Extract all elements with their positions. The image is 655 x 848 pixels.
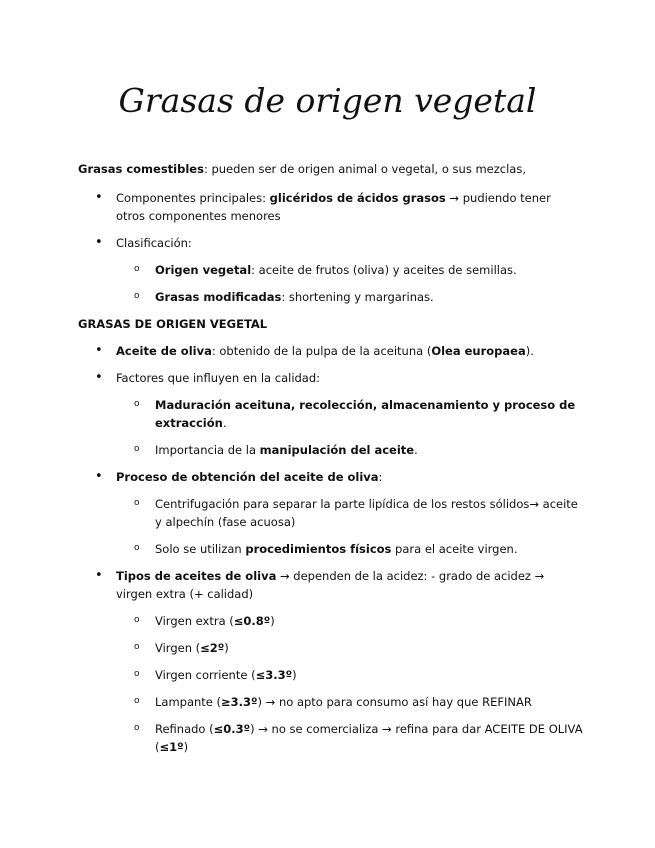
factors-list (78, 369, 583, 387)
factor-process-bold: Maduración aceituna, recolección, almacenamiento y proceso de extracción (155, 398, 576, 430)
list-item-factors: • Factores que influyen en la calidad: (78, 369, 583, 387)
refinado-post: ) → no se comercializa → refina para dar ACEITE DE OLIVA ( (155, 722, 583, 754)
classification-list (78, 234, 583, 252)
classification-sublist (78, 261, 583, 279)
intro-paragraph (78, 160, 583, 178)
list-item-factor-handling (78, 441, 583, 459)
virgen-extra-post: ) (270, 614, 275, 628)
virgen-extra-pre: Virgen extra ( (155, 614, 234, 628)
list-item-centrifugation: o Centrifugación para separar la parte lipídica de los restos sólidos→ aceite y alpechín (fase acuosa) (78, 495, 583, 531)
factor-handling-pre: Importancia de la (155, 443, 260, 457)
lampante-value: ≥3.3º (221, 695, 258, 709)
process-post: : (378, 470, 383, 484)
types-text: → dependen de la acidez: - grado de acidez → virgen extra (+ calidad) (116, 569, 545, 601)
virgen-corriente-pre: Virgen corriente ( (155, 668, 256, 682)
process-sublist (78, 495, 583, 531)
factors-sublist (78, 396, 583, 432)
list-item-origen-vegetal (78, 261, 583, 279)
factor-handling-post: . (414, 443, 418, 457)
virgen-pre: Virgen ( (155, 641, 201, 655)
process-list (78, 468, 583, 486)
components-post: → pudiendo tener otros componentes menores (116, 191, 551, 223)
virgen-value: ≤2º (200, 641, 225, 655)
list-item-classification: • Clasificación: (78, 234, 583, 252)
lampante-pre: Lampante ( (155, 695, 222, 709)
process-sublist-2 (78, 540, 583, 558)
olive-oil-species: Olea europaea (431, 344, 526, 358)
components-bold: glicéridos de ácidos grasos (269, 191, 446, 205)
components-list (78, 189, 583, 225)
olive-oil-end: ). (525, 344, 534, 358)
olive-oil-list (78, 342, 583, 360)
refinado-value: ≤0.3º (213, 722, 251, 736)
list-item-lampante (78, 693, 583, 711)
physical-post: para el aceite virgen. (391, 542, 518, 556)
intro-label: Grasas comestibles (78, 162, 204, 176)
refinado-final-value: ≤1º (159, 740, 184, 754)
list-item-virgen-extra (78, 612, 583, 630)
refinado-pre: Refinado ( (155, 722, 214, 736)
types-sublist-5 (78, 720, 583, 756)
factor-handling-bold: manipulación del aceite (259, 443, 415, 457)
factors-sublist-2 (78, 441, 583, 459)
olive-oil-bold: Aceite de oliva (116, 344, 212, 358)
physical-bold: procedimientos físicos (245, 542, 392, 556)
types-sublist-4 (78, 693, 583, 711)
list-item-olive-oil (78, 342, 583, 360)
virgen-extra-value: ≤0.8º (233, 614, 271, 628)
grasas-modificadas-bold: Grasas modificadas (155, 290, 282, 304)
list-item-virgen (78, 639, 583, 657)
list-item-process (78, 468, 583, 486)
origen-vegetal-text: : aceite de frutos (oliva) y aceites de semillas. (251, 263, 517, 277)
list-item-types (78, 567, 583, 603)
list-item-refinado (78, 720, 583, 756)
types-sublist-3 (78, 666, 583, 684)
list-item-components (78, 189, 583, 225)
page-title: Grasas de origen vegetal (118, 81, 537, 120)
intro-text: : pueden ser de origen animal o vegetal, o sus mezclas, (203, 162, 526, 176)
virgen-corriente-value: ≤3.3º (255, 668, 293, 682)
list-item-grasas-modificadas (78, 288, 583, 306)
virgen-corriente-post: ) (292, 668, 297, 682)
list-item-virgen-corriente (78, 666, 583, 684)
list-item-physical-procedures (78, 540, 583, 558)
types-sublist-1 (78, 612, 583, 630)
list-item-factor-process (78, 396, 583, 432)
components-pre: Componentes principales: (116, 191, 270, 205)
section-heading: GRASAS DE ORIGEN VEGETAL (78, 317, 268, 331)
physical-pre: Solo se utilizan (155, 542, 246, 556)
origen-vegetal-bold: Origen vegetal (155, 263, 252, 277)
classification-sublist-2 (78, 288, 583, 306)
virgen-post: ) (224, 641, 229, 655)
types-list (78, 567, 583, 603)
lampante-post: ) → no apto para consumo así hay que REFINAR (257, 695, 532, 709)
process-bold: Proceso de obtención del aceite de oliva (116, 470, 379, 484)
types-sublist-2 (78, 639, 583, 657)
grasas-modificadas-text: : shortening y margarinas. (281, 290, 434, 304)
refinado-end: ) (183, 740, 189, 754)
types-bold: Tipos de aceites de oliva (116, 569, 277, 583)
factor-process-text: . (222, 416, 227, 430)
olive-oil-mid: : obtenido de la pulpa de la aceituna ( (211, 344, 432, 358)
